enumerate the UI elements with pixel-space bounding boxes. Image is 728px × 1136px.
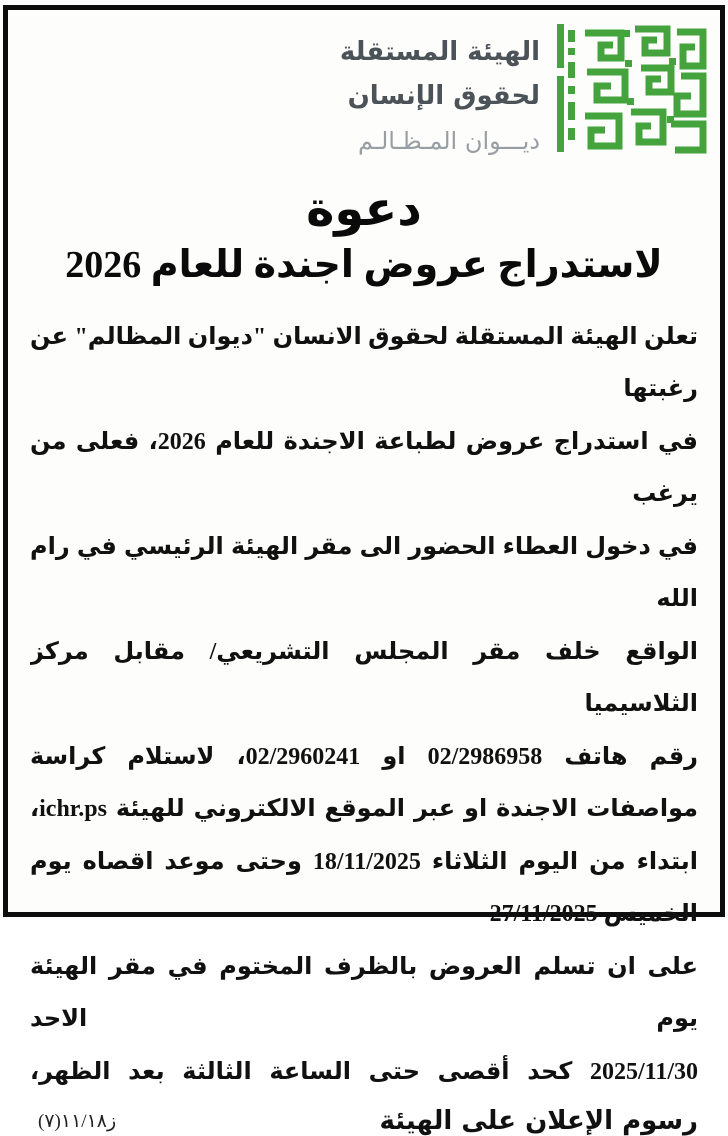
ad-reference-code: ز١١/١٨(٧) [38,1110,116,1133]
announcement-subtitle: لاستدراج عروض اجندة للعام 2026 [8,243,720,289]
org-header [8,10,720,170]
body-line-2: في استدراج عروض لطباعة الاجندة للعام 2026، فعلى من يرغب [30,416,698,521]
body-line-10: 2025/11/30 كحد أقصى حتى الساعة الثالثة بعد الظهر، [30,1046,698,1099]
body-line-8: الخميس 27/11/2025 [30,888,698,941]
body-line-5: رقم هاتف 02/2986958 او 02/2960241، لاستلام كراسة [30,731,698,784]
body-line-9: على ان تسلم العروض بالظرف المختوم في مقر الهيئة يوم الاحد [30,941,698,1046]
footer-row [8,1098,720,1136]
announcement-title: دعوة [8,182,720,237]
kufic-square-logo-icon [556,24,708,159]
org-name-line3: ديـــوان المـظـالـم [340,118,540,164]
body-line-6: مواصفات الاجندة او عبر الموقع الالكتروني للهيئة ichr.ps، [30,783,698,836]
announcement-frame [3,5,725,917]
org-name-block [340,30,540,164]
body-line-4: الواقع خلف مقر المجلس التشريعي/ مقابل مركز الثلاسيميا [30,626,698,731]
announcement-body [8,289,720,1099]
org-name-line2: لحقوق الإنسان [340,74,540,118]
body-line-3: في دخول العطاء الحضور الى مقر الهيئة الرئيسي في رام الله [30,521,698,626]
body-line-1: تعلن الهيئة المستقلة لحقوق الانسان "ديوان المظالم" عن رغبتها [30,311,698,416]
org-name-line1: الهيئة المستقلة [340,30,540,74]
fees-note: رسوم الإعلان على الهيئة [379,1106,698,1136]
body-line-7: ابتداء من اليوم الثلاثاء 18/11/2025 وحتى موعد اقصاه يوم [30,836,698,889]
